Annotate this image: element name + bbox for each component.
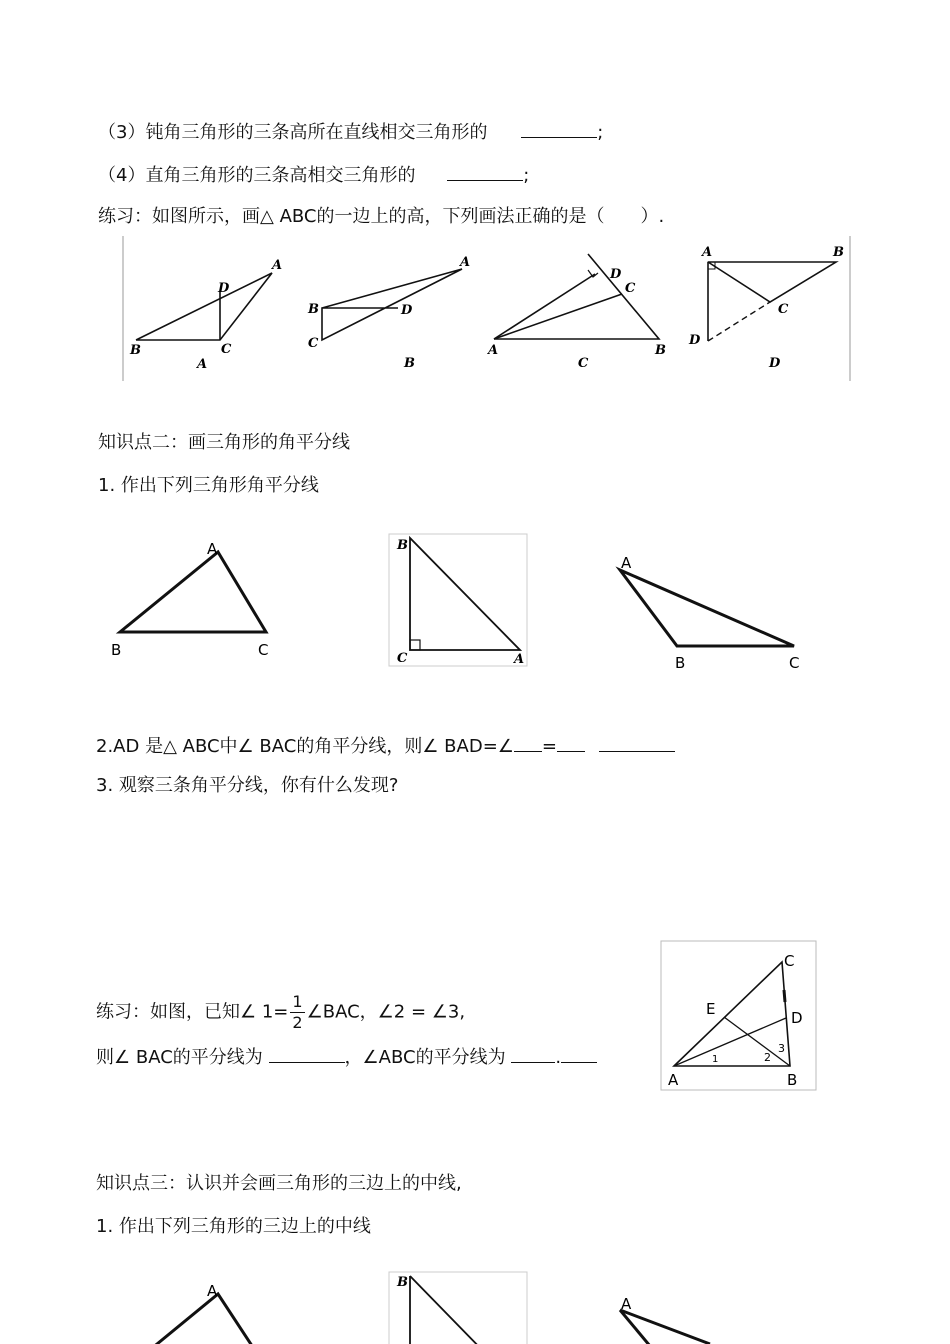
fig-b-label-d: D — [401, 303, 413, 318]
exercise-1-figures — [122, 236, 852, 381]
fig2-label-d: D — [791, 1009, 803, 1027]
exercise-2-period: . — [555, 1047, 562, 1068]
fig-c-label-a: A — [488, 343, 499, 358]
fig-d-label-a: A — [702, 245, 713, 260]
exercise-2-prefix: 练习：如图，已知∠ 1= — [96, 1001, 289, 1023]
exercise-2-suffix: ∠BAC，∠2 = ∠3, — [306, 1001, 466, 1023]
triangle-right — [389, 534, 527, 667]
exercise-2-line-2 — [96, 1044, 597, 1070]
section-2-task-2 — [96, 733, 675, 759]
fig2-label-a: A — [668, 1071, 679, 1089]
exercise-1-text: 练习：如图所示，画△ ABC的一边上的高，下列画法正确的是（ ）. — [98, 206, 665, 227]
fig-d-label-b: B — [833, 245, 844, 260]
fraction-numerator: 1 — [292, 992, 303, 1011]
fig-d-caption: D — [769, 356, 781, 371]
figure-d — [688, 245, 844, 371]
answer-blank[interactable] — [599, 733, 675, 752]
fig2-label-c: C — [784, 952, 795, 970]
tri2-label-b: B — [397, 538, 408, 553]
exercise-2-figure — [660, 940, 818, 1092]
fig-b-label-b: B — [308, 302, 319, 317]
fig-a-label-d: D — [218, 281, 230, 296]
answer-blank[interactable] — [269, 1044, 345, 1063]
tri5-label-b: B — [397, 1275, 408, 1290]
answer-blank[interactable] — [514, 733, 542, 752]
fig-a-caption: A — [197, 357, 208, 372]
fig-a-label-a: A — [272, 258, 283, 273]
fraction-denominator: 2 — [292, 1013, 303, 1032]
tri3-label-a: A — [621, 554, 632, 572]
tri2-label-c: C — [397, 651, 408, 666]
fraction-half — [290, 992, 304, 1033]
section-2-task-1: 1. 作出下列三角形角平分线 — [98, 475, 319, 496]
section-2-heading: 知识点二：画三角形的角平分线 — [98, 432, 350, 453]
fig-d-label-c: C — [778, 302, 789, 317]
answer-blank[interactable] — [447, 162, 523, 181]
tri6-label-a: A — [621, 1295, 632, 1313]
fig-a-label-c: C — [221, 342, 232, 357]
fig-b-caption: B — [404, 356, 415, 371]
fig2-label-e: E — [706, 1000, 716, 1018]
item-4-text: （4）直角三角形的三条高相交三角形的 — [98, 165, 416, 186]
section-2-task-3: 3. 观察三条角平分线，你有什么发现? — [96, 775, 399, 796]
fig-b-label-a: A — [460, 255, 471, 270]
task-2-text: 2.AD 是△ ABC中∠ BAC的角平分线，则∠ BAD=∠ — [96, 736, 514, 757]
triangle-acute-2 — [140, 1282, 260, 1344]
tri1-label-c: C — [258, 641, 269, 659]
fig-c-label-d: D — [610, 267, 622, 282]
figure-c — [486, 254, 666, 371]
fig-d-label-d: D — [689, 333, 701, 348]
figure-a — [129, 258, 282, 372]
triangle-right-2 — [389, 1272, 527, 1344]
tri4-label-a: A — [207, 1282, 218, 1300]
angle-3-label: 3 — [778, 1042, 785, 1055]
answer-blank[interactable] — [511, 1044, 555, 1063]
triangle-obtuse — [620, 554, 799, 672]
triangle-obtuse-2 — [620, 1295, 710, 1344]
tri1-label-a: A — [207, 540, 218, 558]
section-3-heading: 知识点三：认识并会画三角形的三边上的中线, — [96, 1173, 462, 1194]
figure-b — [307, 255, 470, 371]
fig-c-label-b: B — [655, 343, 666, 358]
answer-blank[interactable] — [561, 1044, 597, 1063]
item-4-end: ; — [523, 165, 530, 186]
angle-1-label: 1 — [712, 1054, 719, 1065]
item-4 — [98, 162, 529, 188]
exercise-2-line-2a: 则∠ BAC的平分线为 — [96, 1047, 263, 1068]
fig-a-label-b: B — [130, 343, 141, 358]
item-3-end: ; — [597, 122, 604, 143]
section-2-triangles — [100, 528, 820, 673]
tri1-label-b: B — [111, 641, 122, 659]
fig-b-label-c: C — [308, 336, 319, 351]
item-3 — [98, 119, 603, 145]
answer-blank[interactable] — [557, 733, 585, 752]
tri2-label-a: A — [514, 652, 525, 667]
angle-2-label: 2 — [764, 1051, 771, 1064]
triangle-acute — [111, 540, 268, 659]
fig-c-label-c: C — [625, 281, 636, 296]
tri3-label-b: B — [675, 654, 686, 672]
exercise-2-line-2b: ，∠ABC的平分线为 — [344, 1047, 506, 1068]
section-3-task-1: 1. 作出下列三角形的三边上的中线 — [96, 1216, 371, 1237]
tri3-label-c: C — [789, 654, 800, 672]
task-2-eq: = — [541, 736, 558, 757]
answer-blank[interactable] — [521, 119, 597, 138]
fig-c-caption: C — [578, 356, 589, 371]
section-3-triangles — [100, 1268, 820, 1344]
item-3-text: （3）钝角三角形的三条高所在直线相交三角形的 — [98, 122, 488, 143]
fig2-label-b: B — [787, 1071, 798, 1089]
exercise-2-line-1 — [96, 992, 465, 1033]
